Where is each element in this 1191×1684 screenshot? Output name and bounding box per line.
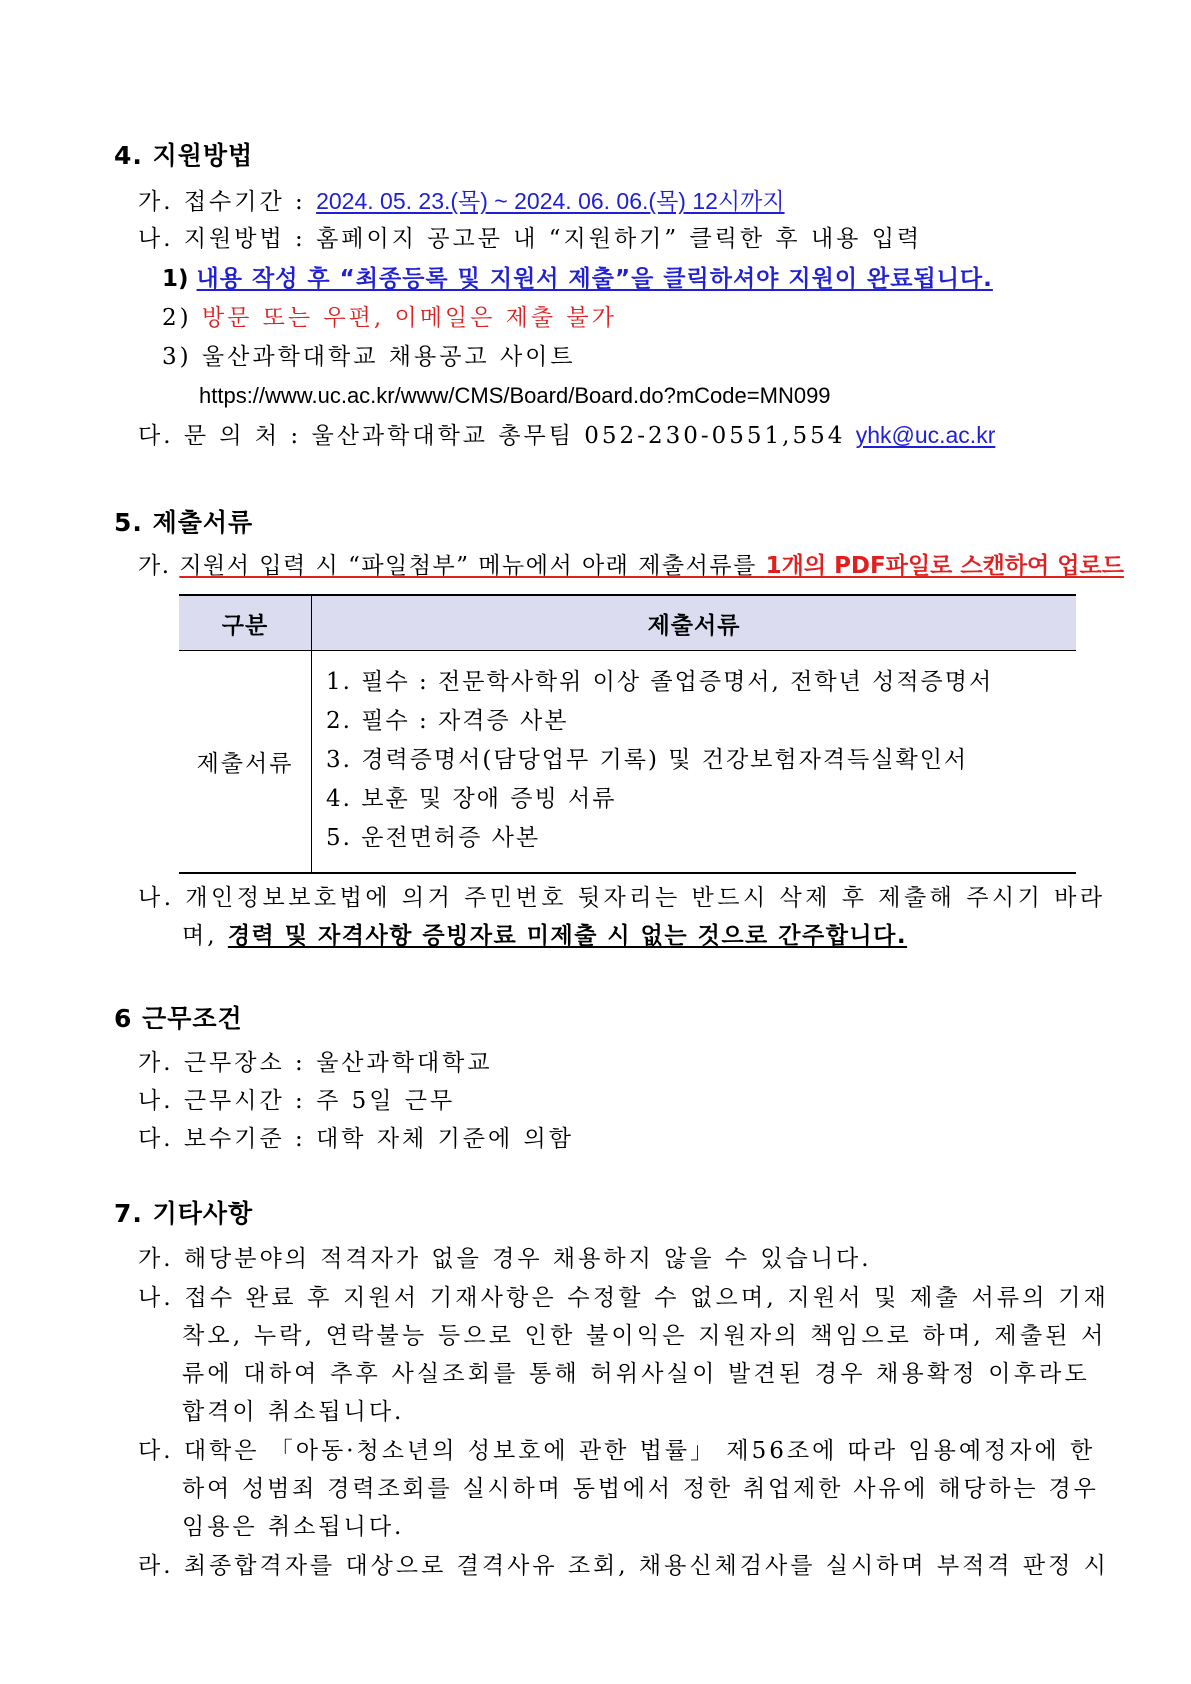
salary-basis: 다. 보수기준 : 대학 자체 기준에 의함 bbox=[138, 1126, 574, 1152]
method-item-3: 3) 울산과학대학교 채용공고 사이트 bbox=[162, 344, 576, 370]
method-item-2-number: 2) bbox=[162, 305, 202, 331]
document-item: 3. 경력증명서(담당업무 기록) 및 건강보험자격득실확인서 bbox=[326, 747, 969, 773]
documents-instruction bbox=[138, 551, 1124, 581]
documents-list bbox=[312, 651, 1077, 874]
method-item-2-text: 방문 또는 우편, 이메일은 제출 불가 bbox=[201, 305, 617, 331]
privacy-notice-line-1: 나. 개인정보보호법에 의거 주민번호 뒷자리는 반드시 삭제 후 제출해 주시기 바라 bbox=[138, 885, 1106, 911]
header-documents: 제출서류 bbox=[312, 595, 1077, 651]
method-item-1 bbox=[162, 264, 993, 294]
header-category: 구분 bbox=[179, 595, 312, 651]
documents-table-header-row bbox=[179, 595, 1076, 651]
work-location: 가. 근무장소 : 울산과학대학교 bbox=[138, 1050, 493, 1076]
contact-label: 다. 문 의 처 : 울산과학대학교 총무팀 052-230-0551,554 bbox=[138, 423, 856, 449]
method-item-1-text: 내용 작성 후 “최종등록 및 지원서 제출”을 클릭하셔야 지원이 완료됩니다. bbox=[196, 266, 993, 292]
row-label: 제출서류 bbox=[179, 651, 312, 874]
section-6-heading: 6 근무조건 bbox=[114, 1004, 243, 1033]
document-item: 1. 필수 : 전문학사학위 이상 졸업증명서, 전학년 성적증명서 bbox=[326, 669, 994, 695]
documents-instruction-highlight: 1개의 PDF파일로 스캔하여 업로드 bbox=[765, 553, 1124, 579]
document-item: 4. 보훈 및 장애 증빙 서류 bbox=[326, 786, 617, 812]
other-item-b-line-4: 합격이 취소됩니다. bbox=[182, 1399, 405, 1425]
other-item-b-line-3: 류에 대하여 추후 사실조회를 통해 허위사실이 발견된 경우 채용확정 이후라도 bbox=[182, 1361, 1090, 1387]
application-method: 나. 지원방법 : 홈페이지 공고문 내 “지원하기” 클릭한 후 내용 입력 bbox=[138, 226, 923, 252]
documents-instruction-text bbox=[179, 553, 1124, 579]
other-item-b-line-1: 나. 접수 완료 후 지원서 기재사항은 수정할 수 없으며, 지원서 및 제출 서류의 기재 bbox=[138, 1285, 1110, 1311]
application-period-value: 2024. 05. 23.(목) ~ 2024. 06. 06.(목) 12시까지 bbox=[316, 188, 785, 214]
recruitment-site-url[interactable]: https://www.uc.ac.kr/www/CMS/Board/Board.do?mCode=MN099 bbox=[199, 383, 831, 408]
method-item-2 bbox=[162, 303, 617, 333]
other-item-c-line-3: 임용은 취소됩니다. bbox=[182, 1514, 405, 1540]
documents-table bbox=[179, 594, 1076, 874]
other-item-a: 가. 해당분야의 적격자가 없을 경우 채용하지 않을 수 있습니다. bbox=[138, 1246, 872, 1272]
other-item-c-line-1: 다. 대학은 「아동·청소년의 성보호에 관한 법률」 제56조에 따라 임용예정자에 한 bbox=[138, 1438, 1096, 1464]
documents-instruction-prefix: 가. bbox=[138, 553, 180, 579]
application-period-label: 가. 접수기간 : bbox=[138, 189, 317, 215]
application-period bbox=[138, 186, 785, 217]
section-4-heading: 4. 지원방법 bbox=[114, 141, 254, 170]
privacy-notice-line-2 bbox=[182, 921, 907, 951]
section-7-heading: 7. 기타사항 bbox=[114, 1199, 254, 1228]
work-hours: 나. 근무시간 : 주 5일 근무 bbox=[138, 1088, 456, 1114]
documents-instruction-body: 지원서 입력 시 “파일첨부” 메뉴에서 아래 제출서류를 bbox=[179, 553, 766, 579]
contact-email-link[interactable]: yhk@uc.ac.kr bbox=[855, 422, 996, 448]
privacy-notice-prefix: 며, bbox=[182, 923, 228, 949]
document-item: 5. 운전면허증 사본 bbox=[326, 825, 541, 851]
document-item: 2. 필수 : 자격증 사본 bbox=[326, 708, 569, 734]
contact-line bbox=[138, 420, 995, 451]
other-item-c-line-2: 하여 성범죄 경력조회를 실시하며 동법에서 정한 취업제한 사유에 해당하는 경우 bbox=[182, 1476, 1099, 1502]
other-item-d-line-1: 라. 최종합격자를 대상으로 결격사유 조회, 채용신체검사를 실시하며 부적격 판정 시 bbox=[138, 1553, 1109, 1579]
privacy-notice-emphasis: 경력 및 자격사항 증빙자료 미제출 시 없는 것으로 간주합니다. bbox=[227, 923, 908, 949]
documents-table-row bbox=[179, 651, 1076, 874]
section-5-heading: 5. 제출서류 bbox=[114, 508, 254, 537]
method-item-1-number: 1) bbox=[162, 266, 197, 292]
other-item-b-line-2: 착오, 누락, 연락불능 등으로 인한 불이익은 지원자의 책임으로 하며, 제출된 서 bbox=[182, 1323, 1107, 1349]
